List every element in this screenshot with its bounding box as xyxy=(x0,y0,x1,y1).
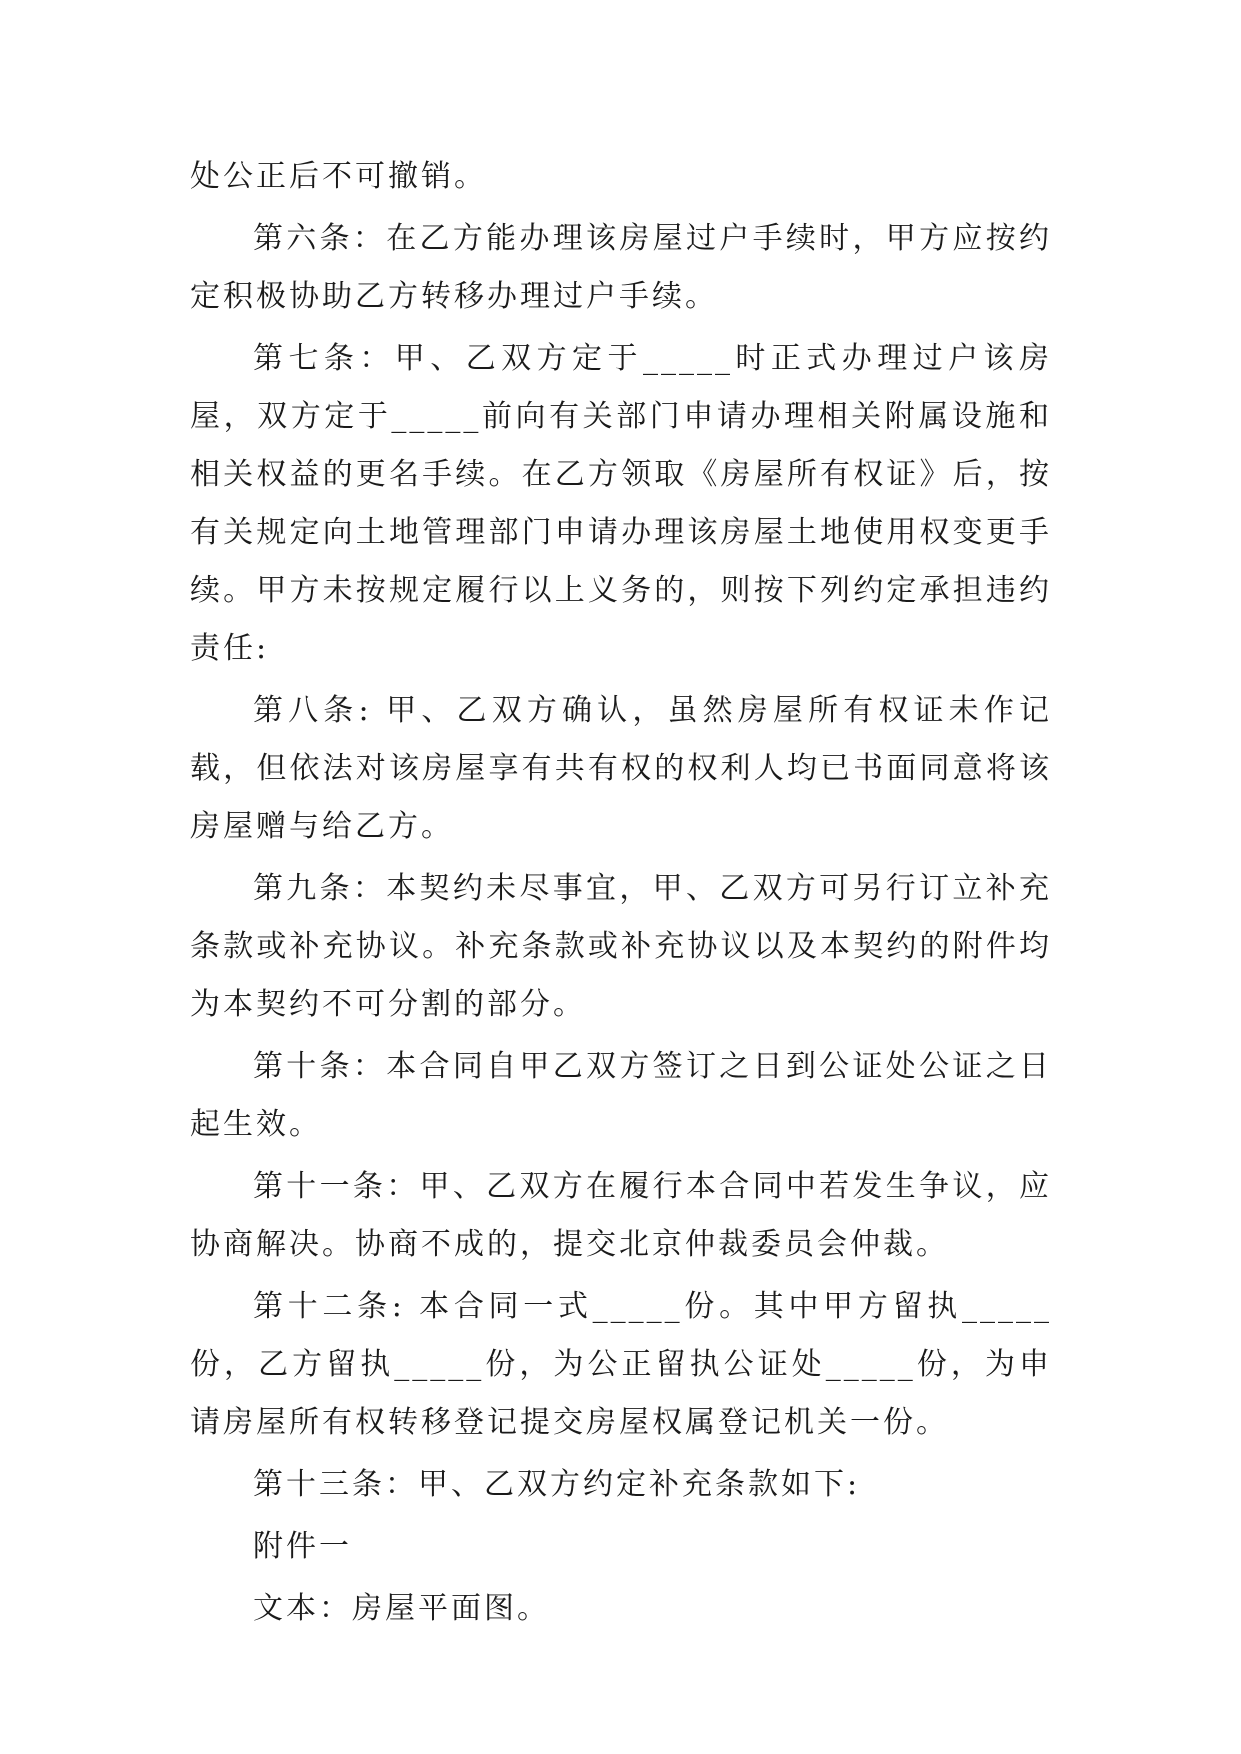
clause-8: 第八条: 甲、乙双方确认，虽然房屋所有权证未作记载，但依法对该房屋享有共有权的权利人均已书面同意将该房屋赠与给乙方。 xyxy=(190,693,1052,844)
attachment-text: 文本：房屋平面图。 xyxy=(253,1591,550,1626)
clause-6: 第六条：在乙方能办理该房屋过户手续时，甲方应按约定积极协助乙方转移办理过户手续。 xyxy=(190,221,1052,314)
attachment-title: 附件一 xyxy=(253,1529,352,1564)
clause-13: 第十三条：甲、乙双方约定补充条款如下: xyxy=(253,1467,861,1502)
clause-10: 第十条：本合同自甲乙双方签订之日到公证处公证之日起生效。 xyxy=(190,1049,1052,1142)
clause-7: 第七条：甲、乙双方定于_____时正式办理过户该房屋，双方定于_____前向有关部门申请办理相关附属设施和相关权益的更名手续。在乙方领取《房屋所有权证》后，按有关规定向土地管理部门申请办理该房屋土地使用权变更手续。甲方未按规定履行以上义务的，则按下列约定承担违约责任: xyxy=(190,341,1052,666)
paragraph-continuation: 处公正后不可撤销。 xyxy=(190,159,487,194)
clause-12: 第十二条: 本合同一式_____份。其中甲方留执_____份，乙方留执_____份，为公正留执公证处_____份，为申请房屋所有权转移登记提交房屋权属登记机关一份。 xyxy=(190,1289,1052,1440)
clause-9: 第九条：本契约未尽事宜，甲、乙双方可另行订立补充条款或补充协议。补充条款或补充协议以及本契约的附件均为本契约不可分割的部分。 xyxy=(190,871,1052,1022)
document-page xyxy=(190,148,1052,1642)
clause-11: 第十一条：甲、乙双方在履行本合同中若发生争议，应协商解决。协商不成的，提交北京仲裁委员会仲裁。 xyxy=(190,1169,1052,1262)
